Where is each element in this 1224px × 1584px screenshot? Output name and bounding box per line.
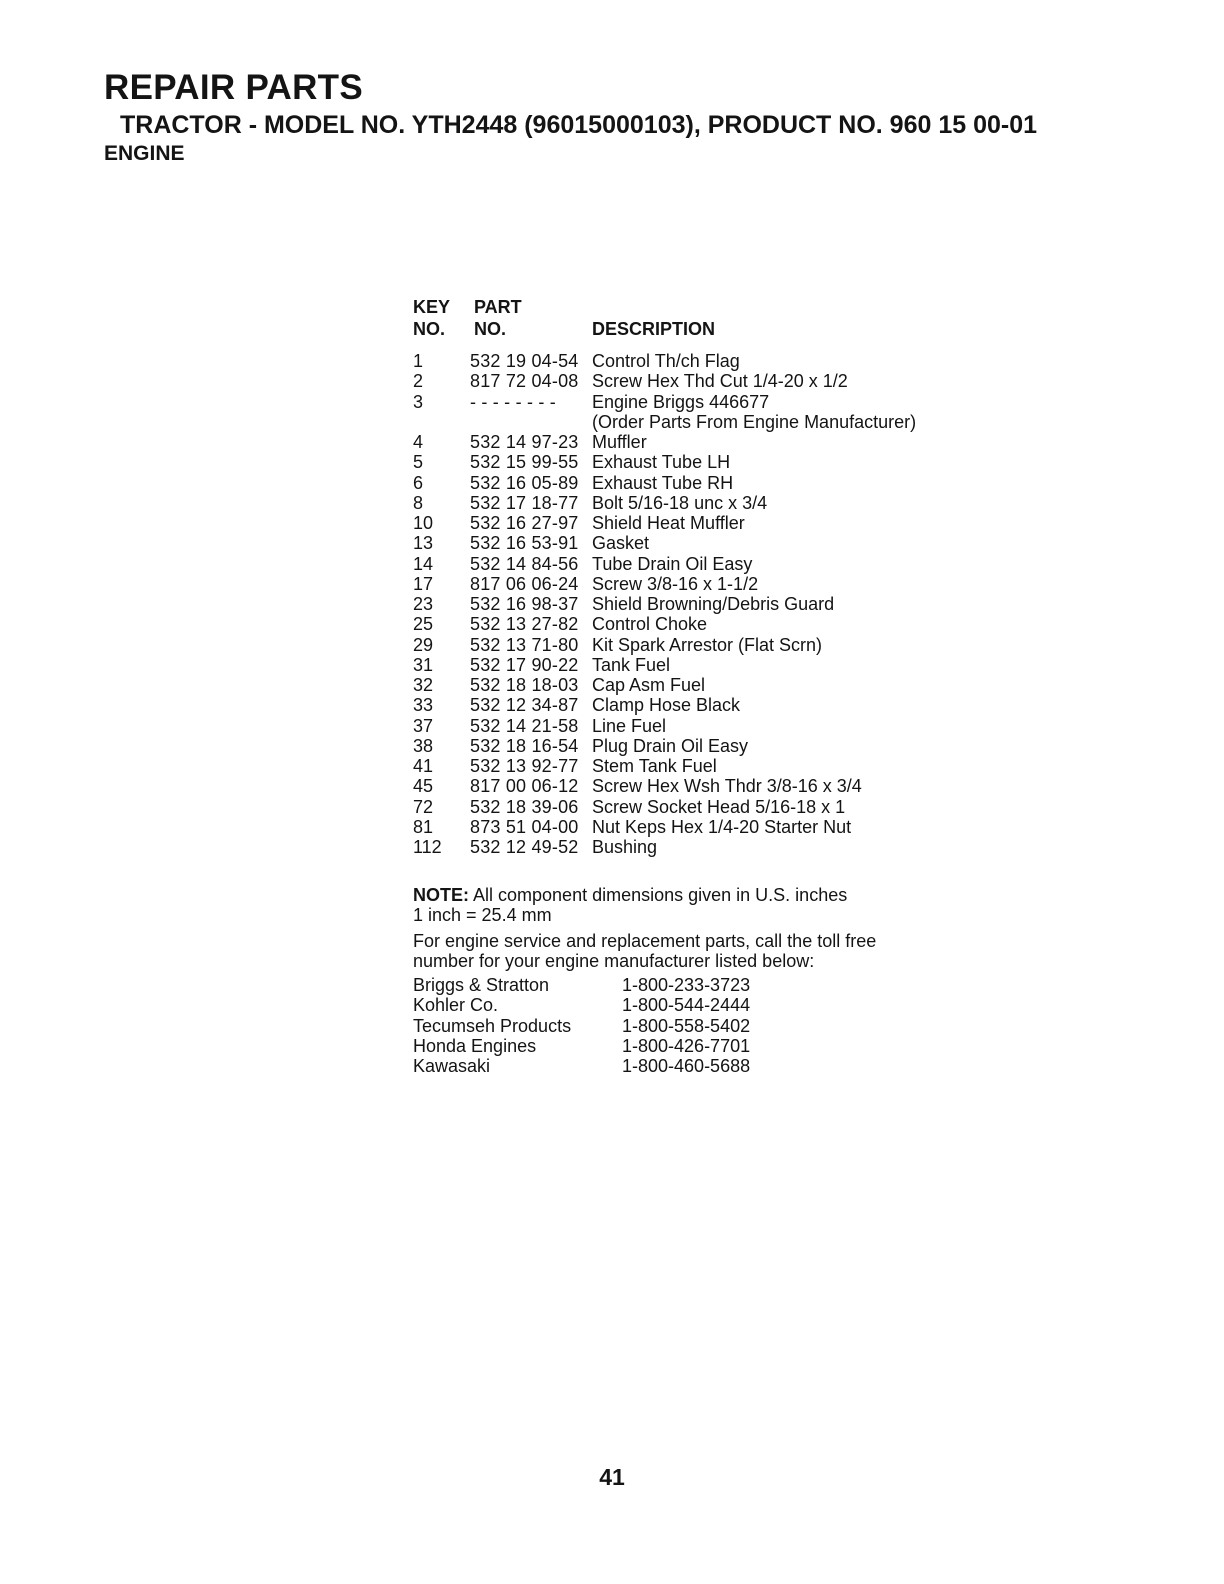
part-number: 532 17 90-22 <box>470 654 579 675</box>
part-number: 817 00 06-12 <box>470 776 579 797</box>
description-line: Screw Hex Wsh Thdr 3/8-16 x 3/4 <box>592 776 862 797</box>
manufacturer-name: Briggs & Stratton <box>413 975 550 995</box>
part-number: 532 18 18-03 <box>470 675 579 695</box>
part-number: 873 51 04-00 <box>470 816 579 837</box>
key-number: 37 <box>413 715 434 736</box>
note <box>413 885 973 905</box>
part-description <box>592 351 740 371</box>
table-row <box>413 695 973 715</box>
description-line: Bolt 5/16-18 unc x 3/4 <box>592 492 768 513</box>
table-row <box>413 756 973 776</box>
part-number: 532 13 71-80 <box>470 634 579 655</box>
description-header: DESCRIPTION <box>592 319 716 339</box>
part-number: 817 72 04-08 <box>470 371 579 392</box>
description-line: Tank Fuel <box>592 654 671 675</box>
key-number: 81 <box>413 816 434 837</box>
part-number: 532 18 16-54 <box>470 735 579 756</box>
description-line: Cap Asm Fuel <box>592 675 706 695</box>
description-line: Stem Tank Fuel <box>592 756 717 776</box>
manufacturer-phone: 1-800-544-2444 <box>622 995 751 1016</box>
section-heading: ENGINE <box>104 142 185 165</box>
part-description <box>592 817 851 837</box>
table-row <box>413 675 973 695</box>
key-number: 32 <box>413 675 434 695</box>
key-number: 31 <box>413 654 434 675</box>
description-line: Screw Socket Head 5/16-18 x 1 <box>592 796 846 817</box>
part-number: 532 19 04-54 <box>470 351 579 371</box>
key-header-line2: NO. <box>413 319 446 339</box>
part-description <box>592 392 916 433</box>
description-line: Screw 3/8-16 x 1-1/2 <box>592 573 759 594</box>
part-description <box>592 695 740 715</box>
manufacturer-list <box>413 975 973 1076</box>
key-number: 5 <box>413 452 424 473</box>
table-row <box>413 432 973 452</box>
key-number: 72 <box>413 796 434 817</box>
part-description <box>592 473 733 493</box>
key-number: 13 <box>413 533 434 554</box>
manufacturer-row <box>413 1036 973 1056</box>
table-row <box>413 574 973 594</box>
table-row <box>413 554 973 574</box>
part-description <box>592 635 822 655</box>
part-number: 532 15 99-55 <box>470 452 579 473</box>
description-line: Control Th/ch Flag <box>592 351 740 371</box>
page-title: REPAIR PARTS <box>104 68 363 107</box>
manufacturer-name: Tecumseh Products <box>413 1015 572 1036</box>
key-number: 3 <box>413 391 424 412</box>
manufacturer-row <box>413 975 973 995</box>
table-row <box>413 513 973 533</box>
description-line: Nut Keps Hex 1/4-20 Starter Nut <box>592 816 852 837</box>
part-description <box>592 756 717 776</box>
key-number: 6 <box>413 472 424 493</box>
description-line: Clamp Hose Black <box>592 695 741 716</box>
description-line: Exhaust Tube RH <box>592 472 734 493</box>
page-subtitle: TRACTOR - MODEL NO. YTH2448 (96015000103), PRODUCT NO. 960 15 00-01 <box>120 111 1038 139</box>
key-number: 29 <box>413 634 434 655</box>
description-line: Tube Drain Oil Easy <box>592 553 753 574</box>
key-number: 23 <box>413 594 434 614</box>
part-number: 532 16 05-89 <box>470 472 579 493</box>
table-row <box>413 716 973 736</box>
part-number: 532 16 98-37 <box>470 594 579 614</box>
part-number: 532 16 27-97 <box>470 513 579 533</box>
part-description <box>592 452 730 472</box>
description-line: Bushing <box>592 837 658 857</box>
description-line: Screw Hex Thd Cut 1/4-20 x 1/2 <box>592 371 848 392</box>
part-description <box>592 655 670 675</box>
part-description <box>592 554 752 574</box>
part-description <box>592 614 707 634</box>
key-number: 2 <box>413 371 424 392</box>
key-number: 45 <box>413 776 434 797</box>
parts-list <box>413 351 973 857</box>
description-line: Exhaust Tube LH <box>592 452 731 473</box>
part-number: 532 12 49-52 <box>470 837 579 857</box>
manufacturer-phone: 1-800-460-5688 <box>622 1056 751 1076</box>
key-number: 33 <box>413 695 434 716</box>
table-row <box>413 655 973 675</box>
notes-section <box>413 885 973 1076</box>
description-line: Muffler <box>592 432 647 452</box>
table-row <box>413 837 973 857</box>
description-line: Kit Spark Arrestor (Flat Scrn) <box>592 634 823 655</box>
key-number: 41 <box>413 756 434 776</box>
note-text: All component dimensions given in U.S. inches <box>473 885 848 905</box>
part-number: - - - - - - - - <box>470 391 556 412</box>
description-line: Gasket <box>592 533 650 554</box>
table-row <box>413 736 973 756</box>
manufacturer-name: Kohler Co. <box>413 995 499 1016</box>
part-number: 532 14 21-58 <box>470 715 579 736</box>
table-row <box>413 473 973 493</box>
part-description <box>592 371 848 391</box>
table-row <box>413 392 973 433</box>
description-line: Control Choke <box>592 614 708 635</box>
table-row <box>413 817 973 837</box>
part-description <box>592 797 845 817</box>
part-number: 532 17 18-77 <box>470 492 579 513</box>
part-number: 532 14 84-56 <box>470 553 579 574</box>
note-label: NOTE: <box>413 885 469 905</box>
manufacturer-row <box>413 1056 973 1076</box>
part-description <box>592 716 666 736</box>
description-line: Shield Browning/Debris Guard <box>592 594 835 614</box>
part-number: 532 14 97-23 <box>470 432 579 452</box>
part-description <box>592 837 657 857</box>
key-number: 8 <box>413 492 424 513</box>
part-header-line2: NO. <box>474 319 507 339</box>
part-number: 532 16 53-91 <box>470 533 579 554</box>
service-line-2: number for your engine manufacturer listed below: <box>413 951 815 971</box>
table-row <box>413 493 973 513</box>
manufacturer-name: Kawasaki <box>413 1056 491 1076</box>
part-number: 532 13 92-77 <box>470 756 579 776</box>
table-row <box>413 594 973 614</box>
description-line: Engine Briggs 446677 <box>592 391 770 412</box>
key-number: 14 <box>413 553 434 574</box>
manufacturer-row <box>413 1016 973 1036</box>
table-row <box>413 452 973 472</box>
table-row <box>413 776 973 796</box>
part-description <box>592 594 834 614</box>
part-number: 817 06 06-24 <box>470 573 579 594</box>
key-header-line1: KEY <box>413 297 451 317</box>
part-description <box>592 432 647 452</box>
page-number: 41 <box>599 1464 625 1490</box>
table-row <box>413 797 973 817</box>
part-description <box>592 776 862 796</box>
key-number: 25 <box>413 614 434 635</box>
part-header-line1: PART <box>474 297 522 317</box>
manufacturer-row <box>413 995 973 1015</box>
table-row <box>413 351 973 371</box>
key-number: 38 <box>413 735 434 756</box>
manufacturer-phone: 1-800-233-3723 <box>622 975 751 995</box>
part-description <box>592 675 705 695</box>
description-line: Plug Drain Oil Easy <box>592 735 749 756</box>
table-row <box>413 614 973 634</box>
manufacturer-name: Honda Engines <box>413 1035 537 1056</box>
note-conversion: 1 inch = 25.4 mm <box>413 905 552 925</box>
key-number: 17 <box>413 573 434 594</box>
part-description <box>592 493 767 513</box>
service-line-1: For engine service and replacement parts, call the toll free <box>413 931 877 951</box>
service-text <box>413 931 973 971</box>
part-description <box>592 533 649 553</box>
part-number: 532 13 27-82 <box>470 614 579 635</box>
key-number: 10 <box>413 513 434 533</box>
table-row <box>413 371 973 391</box>
part-description <box>592 513 745 533</box>
manufacturer-phone: 1-800-558-5402 <box>622 1015 751 1036</box>
part-description <box>592 574 758 594</box>
key-number: 112 <box>413 837 442 857</box>
manufacturer-phone: 1-800-426-7701 <box>622 1035 751 1056</box>
description-line: (Order Parts From Engine Manufacturer) <box>592 411 917 432</box>
part-description <box>592 736 748 756</box>
part-number: 532 18 39-06 <box>470 796 579 817</box>
key-number: 4 <box>413 432 424 452</box>
table-row <box>413 533 973 553</box>
key-number: 1 <box>413 351 424 371</box>
part-number: 532 12 34-87 <box>470 695 579 716</box>
table-row <box>413 635 973 655</box>
description-line: Line Fuel <box>592 715 667 736</box>
description-line: Shield Heat Muffler <box>592 513 745 533</box>
